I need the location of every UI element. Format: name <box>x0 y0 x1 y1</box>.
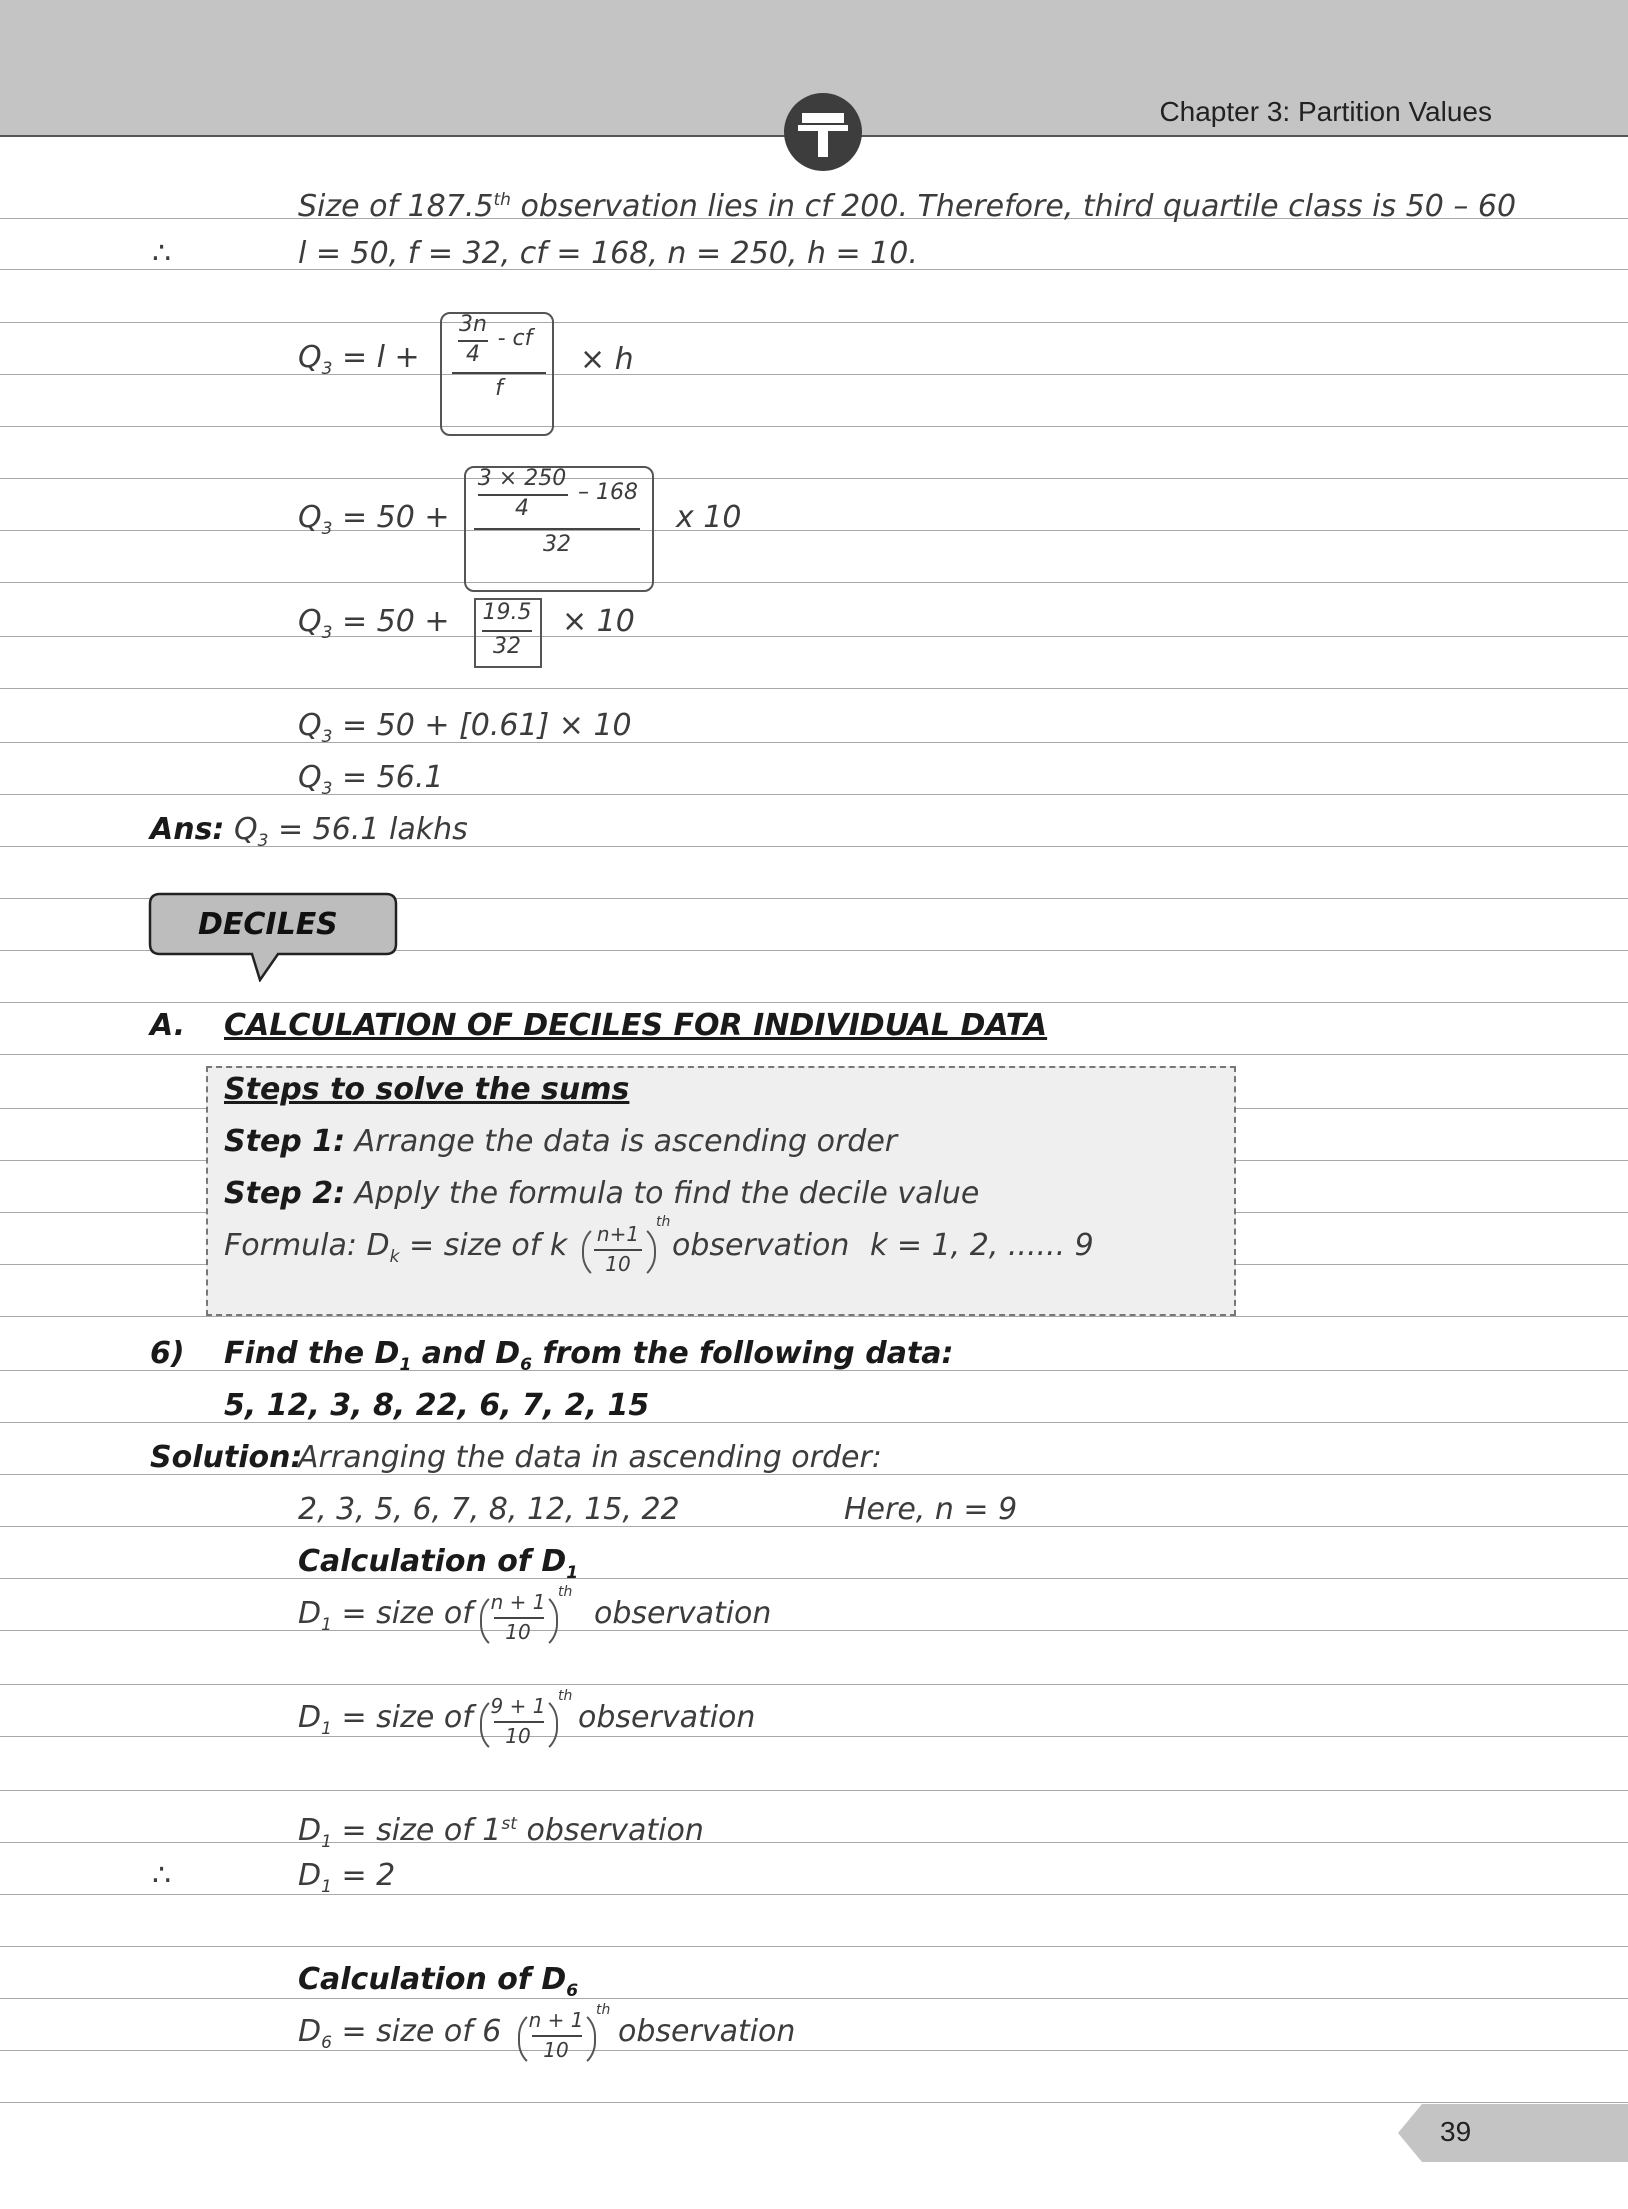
publisher-logo <box>784 93 862 171</box>
n-value: Here, n = 9 <box>844 1492 1018 1527</box>
d1-formula-1-line <box>494 1617 544 1619</box>
d6-formula-1-line <box>532 2035 582 2037</box>
d6-formula-1-sup: th <box>596 2002 611 2018</box>
d1-formula-3: $D_1$ = size of 1st observation <box>298 1813 704 1852</box>
q3-formula-1-main-line <box>452 372 546 374</box>
d1-formula-2-observation: observation <box>578 1700 756 1735</box>
d1-formula-1-lhs: $D_1$ = size of <box>298 1596 473 1635</box>
q3-formula-1-xh: × h <box>580 342 634 377</box>
decile-formula-num: n+1 <box>596 1222 640 1246</box>
q3-formula-1-lhs: $Q_3 = l$ + <box>298 340 420 379</box>
decile-formula-observation: observation <box>672 1228 850 1263</box>
d1-formula-2-num: 9 + 1 <box>490 1694 546 1718</box>
q3-formula-3-lhs: $Q_3 = 50$ + <box>298 604 450 643</box>
decile-formula-lhs: Formula: $D_k$ = size of k <box>224 1228 568 1267</box>
logo-t-icon <box>784 93 862 171</box>
q3-formula-2-lhs: $Q_3 = 50$ + <box>298 500 450 539</box>
decile-formula-sup: th <box>656 1214 671 1230</box>
q3-formula-2-minus: – 168 <box>578 480 638 505</box>
problem-question: Find the $D_1$ and $D_6$ from the following data: <box>224 1336 954 1375</box>
q3-formula-4: $Q_3 = 50 + [0.61] \times 10$ <box>298 708 632 747</box>
sorted-data: 2, 3, 5, 6, 7, 8, 12, 15, 22 <box>298 1492 680 1527</box>
d1-formula-2-line <box>494 1721 544 1723</box>
q3-formula-2-x10: x 10 <box>676 500 742 535</box>
d6-formula-1-den: 10 <box>543 2038 569 2062</box>
d6-formula-1-observation: observation <box>618 2014 796 2049</box>
d1-formula-2-den: 10 <box>505 1724 531 1748</box>
solution-label: Solution: <box>150 1440 303 1475</box>
q3-class-statement: Size of 187.5th observation lies in cf 200. Therefore, third quartile class is 50 – 60 <box>298 189 1517 224</box>
d6-formula-1-lhs: $D_6$ = size of 6 <box>298 2014 502 2053</box>
q3-values: l = 50, f = 32, cf = 168, n = 250, h = 10. <box>298 236 918 271</box>
q3-formula-1-den4: 4 <box>466 342 480 367</box>
q3-formula-3-num: 19.5 <box>482 600 532 625</box>
q3-formula-1-f: f <box>495 376 503 401</box>
q3-formula-1-minus-cf: - cf <box>497 326 533 351</box>
calc-d6-heading: Calculation of $D_6$ <box>298 1962 579 2001</box>
problem-data: 5, 12, 3, 8, 22, 6, 7, 2, 15 <box>224 1388 650 1423</box>
chapter-title: Chapter 3: Partition Values <box>1159 96 1492 127</box>
step-2: Step 2: Apply the formula to find the decile value <box>224 1176 980 1211</box>
arrange-text: Arranging the data in ascending order: <box>298 1440 882 1475</box>
q3-formula-2-den4: 4 <box>515 496 529 521</box>
q3-formula-2-num: 3 × 250 <box>477 466 567 491</box>
decile-formula-line <box>594 1249 642 1251</box>
therefore-symbol: ∴ <box>152 236 172 271</box>
calc-d1-heading: Calculation of $D_1$ <box>298 1544 579 1583</box>
page-number-tab <box>1396 2102 1628 2164</box>
d1-formula-1-observation: observation <box>594 1596 772 1631</box>
q3-answer: Ans: $Q_3 = 56.1$ lakhs <box>150 812 468 851</box>
page-number: 39 <box>1440 2116 1472 2147</box>
d1-formula-1-num: n + 1 <box>490 1590 546 1614</box>
d1-formula-2-sup: th <box>558 1688 573 1704</box>
step-1: Step 1: Arrange the data is ascending order <box>224 1124 898 1159</box>
therefore-symbol-2: ∴ <box>152 1858 172 1893</box>
steps-title: Steps to solve the sums <box>224 1072 630 1107</box>
q3-formula-2-32: 32 <box>543 532 571 557</box>
d1-formula-1-den: 10 <box>505 1620 531 1644</box>
d1-result: $D_1 = 2$ <box>298 1858 396 1897</box>
section-letter: A. <box>150 1008 186 1043</box>
d1-formula-1-sup: th <box>558 1584 573 1600</box>
q3-formula-3-line <box>482 630 532 632</box>
deciles-badge-label: DECILES <box>198 907 338 942</box>
q3-formula-5: $Q_3 = 56.1$ <box>298 760 444 799</box>
decile-formula-k: k = 1, 2, ...... 9 <box>870 1228 1094 1263</box>
d6-formula-1-num: n + 1 <box>528 2008 584 2032</box>
q3-formula-2-main-line <box>474 528 640 530</box>
q3-formula-1-num: 3n <box>459 312 487 337</box>
d1-formula-2-lhs: $D_1$ = size of <box>298 1700 473 1739</box>
problem-number: 6) <box>150 1336 185 1371</box>
decile-formula-den: 10 <box>605 1252 631 1276</box>
q3-formula-3-x10: × 10 <box>562 604 635 639</box>
q3-formula-3-den: 32 <box>493 634 521 659</box>
section-title: CALCULATION OF DECILES FOR INDIVIDUAL DATA <box>224 1008 1048 1043</box>
